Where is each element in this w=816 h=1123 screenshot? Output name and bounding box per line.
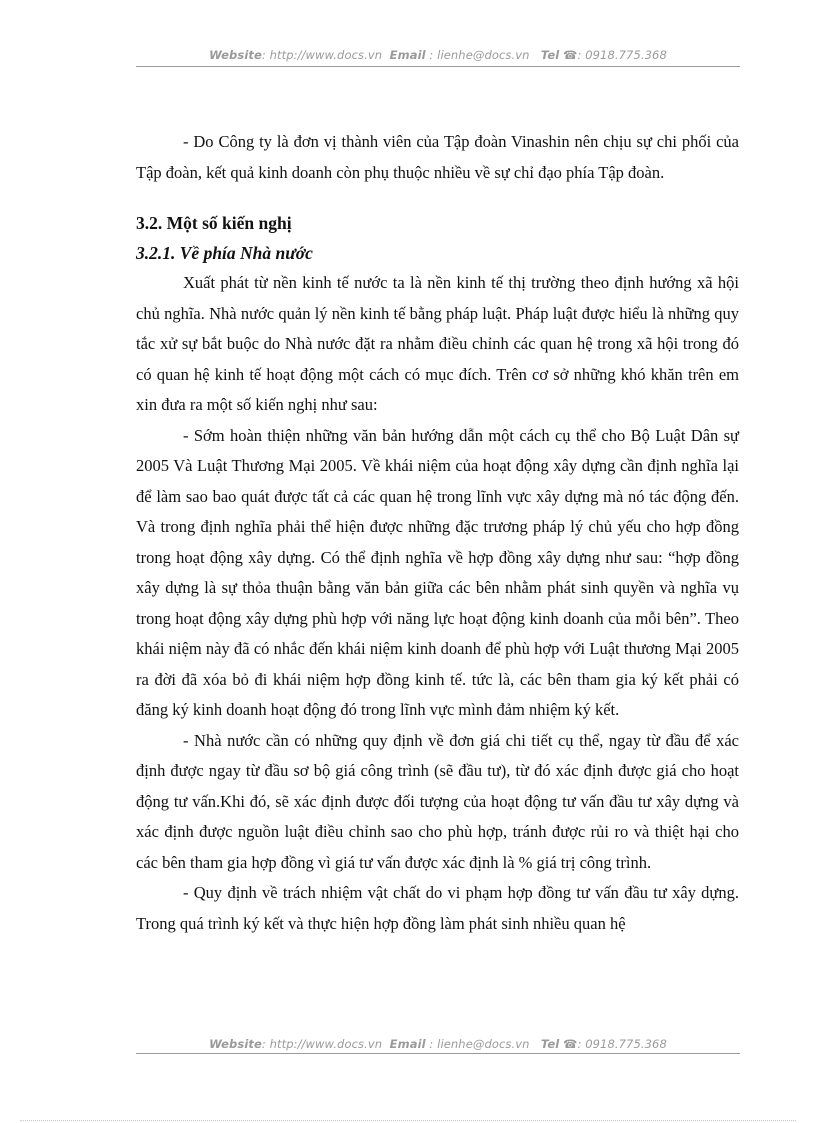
phone-icon: ☎ (563, 48, 578, 62)
footer-website-label: Website (209, 1037, 262, 1051)
header-email-label: Email (389, 48, 426, 62)
paragraph-2: Xuất phát từ nền kinh tế nước ta là nền kinh tế thị trường theo định hướng xã hội chủ nghĩa. Nhà nước quản lý nền kinh tế bằng pháp luật. Pháp luật được hiểu là những quy tắc xử sự bắt buộc do Nhà nước đặt ra nhằm điều chỉnh các quan hệ trong xã hội trong đó có quan hệ kinh tế hoạt động một cách có mục đích. Trên cơ sở những khó khăn trên em xin đưa ra một số kiến nghị như sau: (136, 273, 739, 414)
paragraph-1: - Do Công ty là đơn vị thành viên của Tập đoàn Vinashin nên chịu sự chi phối của Tập đoàn, kết quả kinh doanh còn phụ thuộc nhiều về sự chỉ đạo phía Tập đoàn. (136, 132, 739, 182)
footer-website-value: : http://www.docs.vn (261, 1037, 383, 1051)
paragraph-4: - Nhà nước cần có những quy định về đơn giá chi tiết cụ thể, ngay từ đầu để xác định được ngay từ đầu sơ bộ giá công trình (sẽ đầu tư), từ đó xác định được giá cho hoạt động tư vấn.Khi đó, sẽ xác định được đối tượng của hoạt động tư vấn đầu tư xây dựng và xác định được nguồn luật điều chỉnh sao cho phù hợp, tránh được rủi ro và thiệt hại cho các bên tham gia hợp đồng vì giá tư vấn được xác định là % giá trị công trình. (136, 730, 739, 872)
phone-icon: ☎ (563, 1037, 578, 1051)
page-header (136, 48, 740, 62)
footer-divider (136, 1053, 740, 1054)
footer-email-value: : lienhe@docs.vn (429, 1037, 530, 1051)
page-edge-divider (20, 1120, 796, 1121)
document-body (136, 127, 739, 939)
footer-email-label: Email (389, 1037, 426, 1051)
header-tel-label: Tel (540, 48, 560, 62)
subsection-heading-3-2-1: 3.2.1. Về phía Nhà nước (136, 243, 313, 263)
paragraph-3: - Sớm hoàn thiện những văn bản hướng dẫn một cách cụ thể cho Bộ Luật Dân sự 2005 Và Luật Thương Mại 2005. Về khái niệm của hoạt động xây dựng cần định nghĩa lại để làm sao bao quát được tất cả các quan hệ trong lĩnh vực xây dựng mà nó tác động đến. Và trong định nghĩa phải thể hiện được những đặc trương pháp lý chủ yếu cho hợp đồng trong hoạt động xây dựng. Có thể định nghĩa về hợp đồng xây dựng như sau: “hợp đồng xây dựng là sự thỏa thuận bằng văn bản giữa các bên nhằm phát sinh quyền và nghĩa vụ trong hoạt động xây dựng phù hợp với năng lực hoạt động kinh doanh của mỗi bên”. Theo khái niệm này đã có nhắc đến khái niệm kinh doanh để phù hợp với Luật thương Mại 2005 ra đời đã xóa bỏ đi khái niệm hợp đồng kinh tế. tức là, các bên tham gia ký kết phải có đăng ký kinh doanh hoạt động đó trong lĩnh vực mình đảm nhiệm ký kết. (136, 425, 739, 719)
paragraph-5: - Quy định về trách nhiệm vật chất do vi phạm hợp đồng tư vấn đầu tư xây dựng. Trong quá trình ký kết và thực hiện hợp đồng làm phát sinh nhiều quan hệ (136, 883, 739, 933)
header-divider (136, 66, 740, 67)
footer-tel-label: Tel (540, 1037, 560, 1051)
footer-tel-value: : 0918.775.368 (577, 1037, 667, 1051)
header-tel-value: : 0918.775.368 (577, 48, 667, 62)
section-heading-3-2: 3.2. Một số kiến nghị (136, 213, 292, 233)
page-footer (136, 1037, 740, 1051)
header-email-value: : lienhe@docs.vn (429, 48, 530, 62)
header-website-label: Website (209, 48, 262, 62)
header-website-value: : http://www.docs.vn (261, 48, 383, 62)
